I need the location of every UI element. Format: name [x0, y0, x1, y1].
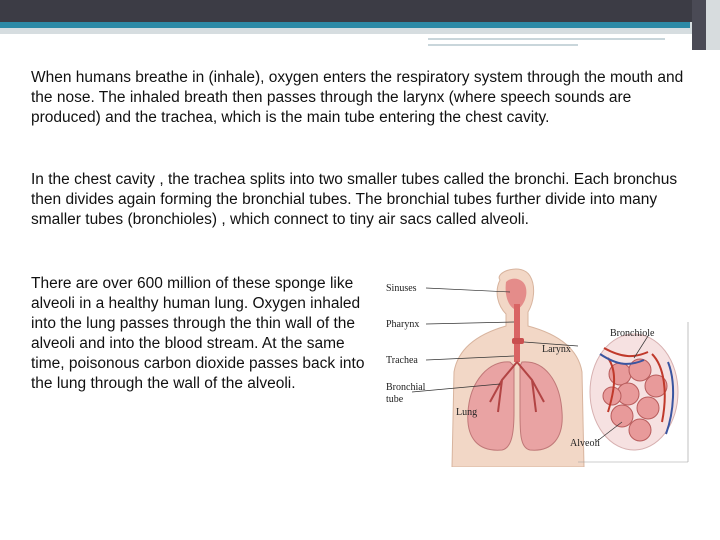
- label-bronchial: Bronchial: [386, 382, 426, 393]
- label-alveoli: Alveoli: [570, 438, 600, 449]
- label-pharynx: Pharynx: [386, 319, 420, 330]
- label-bronchiole: Bronchiole: [610, 328, 655, 339]
- label-lung: Lung: [456, 407, 478, 418]
- respiratory-diagram: [382, 262, 692, 467]
- header-bar: [0, 0, 720, 22]
- paragraph-bronchi: In the chest cavity , the trachea splits into two smaller tubes called the bronchi. Each bronchus then divides again forming the bronchial tubes. The bronchial tubes further divide into many smaller tubes (bronchioles) , which connect to tiny air sacs called alveoli.: [31, 171, 678, 228]
- label-bronchial-tube: tube: [386, 394, 404, 405]
- paragraph-inhale: When humans breathe in (inhale), oxygen enters the respiratory system through the mouth and the nose. The inhaled breath then passes through the larynx (where speech sounds are produced) and the trachea, which is the main tube entering the chest cavity.: [31, 69, 684, 126]
- header-divider-line-short: [428, 44, 578, 46]
- paragraph-alveoli: There are over 600 million of these sponge like alveoli in a healthy human lung. Oxygen inhaled into the lung passes through the thin wall of the alveoli and into the blood stream. At the same time, poisonous carbon dioxide passes back into the lung through the wall of the alveoli.: [31, 275, 365, 392]
- label-sinuses: Sinuses: [386, 283, 417, 294]
- header-accent-stripe: [0, 22, 690, 28]
- trachea-shape: [514, 304, 520, 362]
- respiratory-system-illustration: [382, 262, 692, 467]
- corner-decoration-inner: [706, 0, 720, 50]
- label-trachea: Trachea: [386, 355, 418, 366]
- header-divider-line: [428, 38, 665, 40]
- label-larynx: Larynx: [542, 344, 571, 355]
- larynx-shape: [512, 338, 524, 344]
